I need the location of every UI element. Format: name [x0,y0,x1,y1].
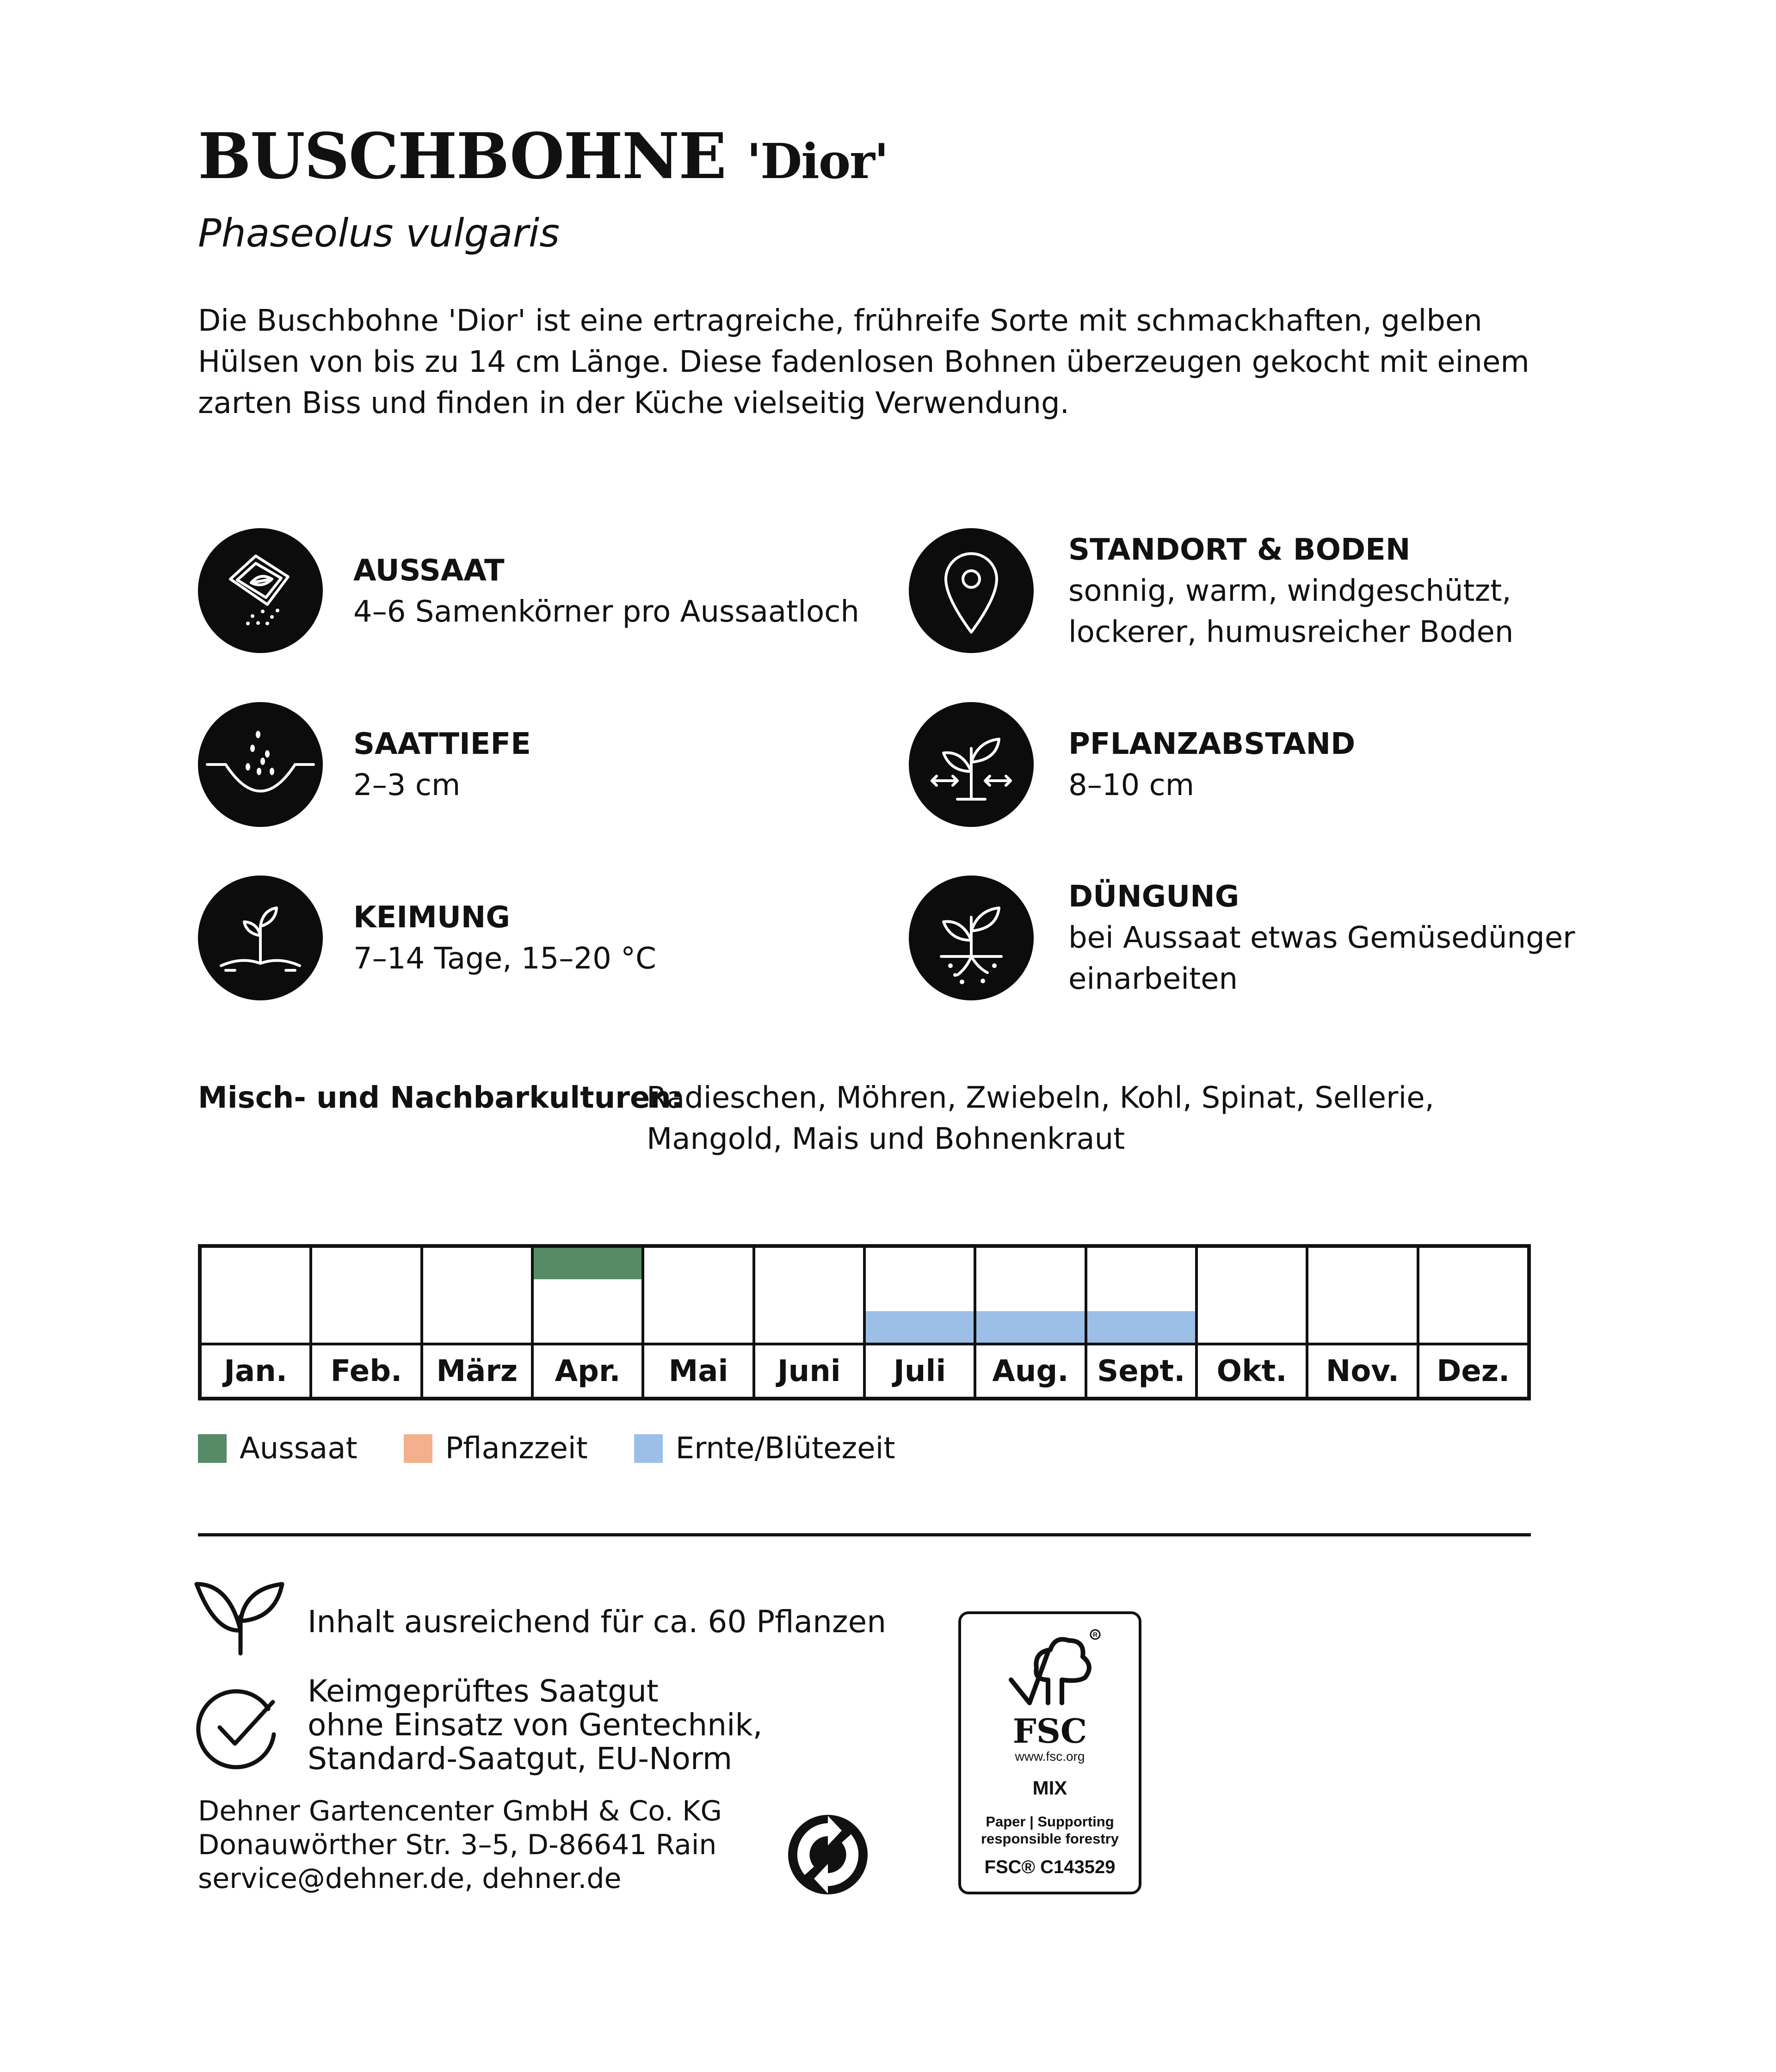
feature-title: AUSSAAT [353,554,505,588]
calendar-cell [976,1248,1084,1345]
feature-text: 7–14 Tage, 15–20 °C [353,942,656,976]
calendar-cell [1419,1248,1527,1345]
address-line: service@dehner.de, dehner.de [198,1862,622,1895]
sowing-calendar [198,1244,1531,1400]
calendar-month [202,1248,312,1397]
quality-line: Standard-Saatgut, EU-Norm [308,1741,733,1776]
calendar-month [976,1248,1087,1397]
calendar-cell [644,1248,752,1345]
calendar-cell [1308,1248,1416,1345]
sprout-icon [198,876,323,1000]
harvest-bar [1087,1311,1195,1343]
calendar-cell [423,1248,531,1345]
companions-line: Radieschen, Möhren, Zwiebeln, Kohl, Spinat, Sellerie, [647,1081,1434,1115]
calendar-cell [534,1248,641,1345]
fsc-claim-line: Paper | Supporting [986,1813,1114,1830]
fsc-tree-icon [997,1624,1108,1717]
legend-planting [404,1431,588,1466]
leaves-icon [187,1575,294,1658]
description-line: zarten Biss und finden in der Küche vielseitig Verwendung. [198,386,1069,420]
address-line: Dehner Gartencenter GmbH & Co. KG [198,1795,722,1827]
month-label: Apr. [555,1354,621,1388]
calendar-cell [1198,1248,1306,1345]
companions-text [647,1078,1434,1160]
month-label: Juni [777,1354,841,1388]
description-line: Hülsen von bis zu 14 cm Länge. Diese fadenlosen Bohnen überzeugen gekocht mit einem [198,345,1529,379]
feature-text: einarbeiten [1068,962,1238,996]
harvest-bar [976,1311,1084,1343]
calendar-month [1308,1248,1419,1397]
feature-duengung [1068,876,1575,1000]
product-title [198,119,888,193]
calendar-legend [198,1431,941,1466]
month-label: Okt. [1216,1354,1287,1388]
month-label: Juli [894,1354,946,1388]
calendar-month [644,1248,755,1397]
legend-label: Aussaat [240,1431,358,1466]
calendar-month [755,1248,866,1397]
divider [198,1533,1531,1536]
quality-line: Keimgeprüftes Saatgut [308,1673,659,1709]
month-label: Mai [668,1354,728,1388]
feature-saattiefe [353,724,531,806]
sowing-bar [534,1248,641,1279]
month-label: Feb. [330,1354,402,1388]
company-address [198,1794,722,1896]
feature-text: 8–10 cm [1068,768,1195,802]
month-label: Aug. [992,1354,1069,1388]
companions-line: Mangold, Mais und Bohnenkraut [647,1122,1125,1156]
calendar-cell [1087,1248,1195,1345]
title-main: BUSCHBOHNE [198,119,726,193]
feature-text: sonnig, warm, windgeschützt, [1068,574,1511,608]
calendar-month [1198,1248,1308,1397]
calendar-cell [755,1248,863,1345]
calendar-cell [866,1248,974,1345]
fsc-code: FSC® C143529 [984,1857,1116,1877]
calendar-month [534,1248,644,1397]
calendar-month [1087,1248,1198,1397]
description-line: Die Buschbohne 'Dior' ist eine ertragreiche, frühreife Sorte mit schmackhaften, gelben [198,304,1482,338]
calendar-month [1419,1248,1527,1397]
fsc-claim [961,1813,1139,1847]
checkmark-circle-icon [194,1684,282,1771]
address-line: Donauwörther Str. 3–5, D-86641 Rain [198,1829,717,1861]
feature-text: 2–3 cm [353,768,461,802]
feature-title: KEIMUNG [353,900,510,935]
fertilizer-plant-icon [909,876,1034,1000]
calendar-month [312,1248,423,1397]
fsc-label [958,1611,1141,1894]
content-note: Inhalt ausreichend für ca. 60 Pflanzen [308,1604,887,1640]
calendar-month [866,1248,976,1397]
recycling-green-dot-icon [786,1813,870,1896]
legend-label: Ernte/Blütezeit [675,1431,895,1466]
feature-title: DÜNGUNG [1068,880,1240,914]
feature-text: 4–6 Samenkörner pro Aussaatloch [353,595,859,629]
calendar-cell [202,1248,309,1345]
location-pin-icon [909,528,1034,653]
feature-title: STANDORT & BODEN [1068,533,1411,567]
plant-spacing-icon [909,702,1034,827]
month-label: Sept. [1097,1354,1185,1388]
feature-aussaat [353,550,859,633]
feature-title: PFLANZABSTAND [1068,727,1356,761]
calendar-cell [312,1248,420,1345]
seed-packet-icon [198,528,323,653]
svg-text:R: R [1092,1631,1098,1638]
legend-label: Pflanzzeit [445,1431,588,1466]
month-label: Dez. [1437,1354,1510,1388]
feature-pflanzabstand [1068,724,1355,806]
month-label: Jan. [224,1354,288,1388]
legend-sowing [198,1431,358,1466]
fsc-type: MIX [1032,1777,1067,1799]
feature-standort [1068,530,1513,653]
feature-title: SAATTIEFE [353,727,531,761]
feature-text: lockerer, humusreicher Boden [1068,615,1514,649]
fsc-claim-line: responsible forestry [980,1831,1119,1847]
latin-name: Phaseolus vulgaris [198,210,560,256]
feature-keimung [353,897,656,980]
harvest-bar [866,1311,974,1343]
fsc-logo-text: FSC [1012,1711,1087,1751]
quality-line: ohne Einsatz von Gentechnik, [308,1707,763,1743]
quality-note [308,1674,763,1776]
fsc-url: www.fsc.org [1015,1749,1085,1764]
seed-depth-icon [198,702,323,827]
title-variety: 'Dior' [746,133,888,190]
legend-swatch-planting [404,1434,432,1463]
calendar-month [423,1248,534,1397]
description [198,301,1585,424]
month-label: März [436,1354,518,1388]
legend-swatch-harvest [634,1434,663,1463]
legend-swatch-sowing [198,1434,227,1463]
legend-harvest [634,1431,895,1466]
feature-text: bei Aussaat etwas Gemüsedünger [1068,921,1575,955]
companions-label: Misch- und Nachbarkulturen: [198,1081,683,1115]
month-label: Nov. [1326,1354,1400,1388]
